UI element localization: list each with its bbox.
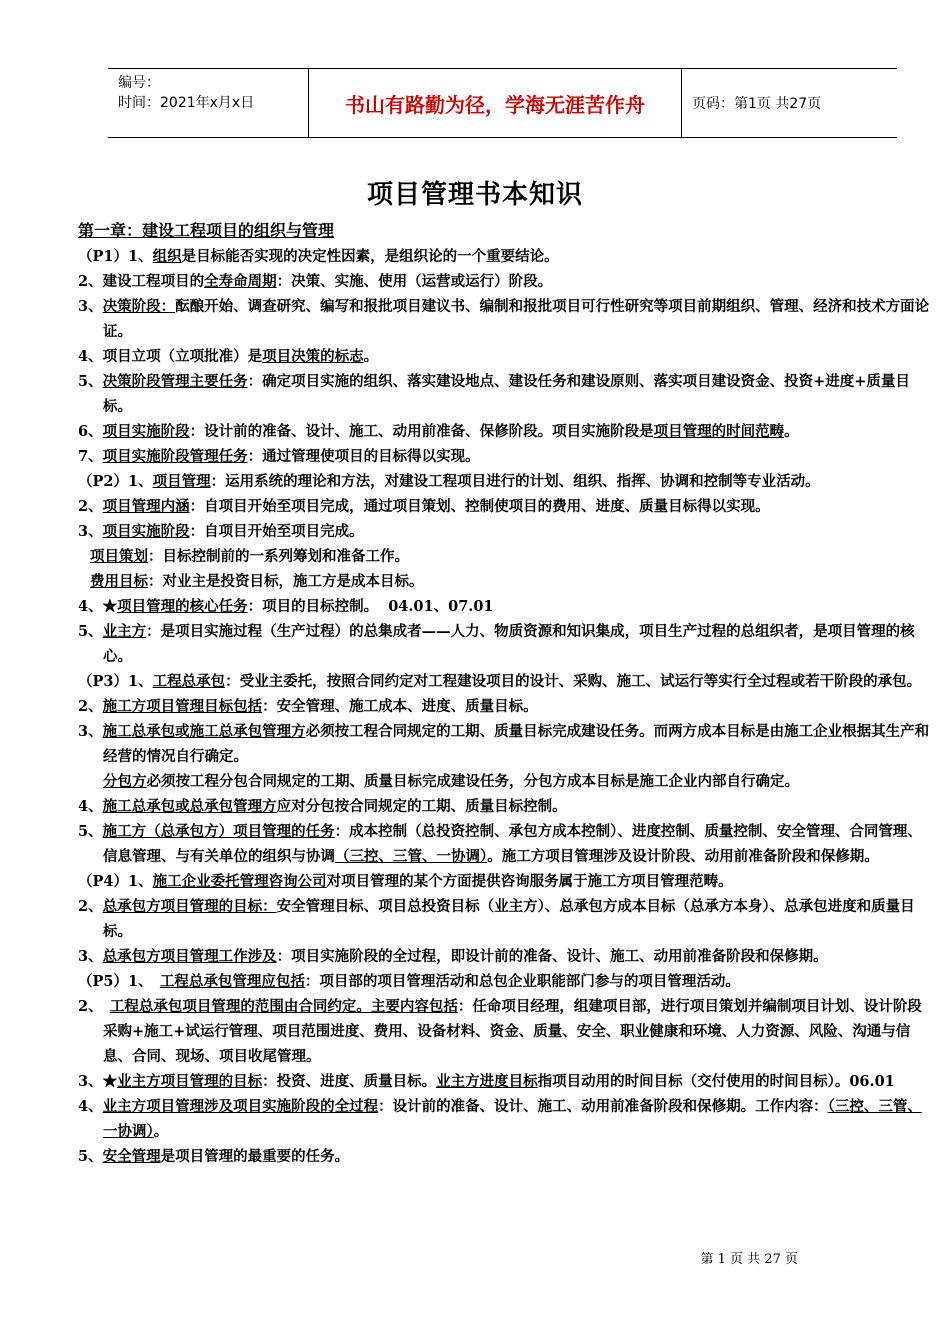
text: ：通过管理使项目的目标得以实现。 xyxy=(247,448,480,465)
text: ：受业主委托，按照合同约定对工程建设项目的设计、采购、施工、试运行等实行全过程或若干阶段的承包。 xyxy=(225,673,922,690)
exam-ref: 04.01、07.01 xyxy=(388,598,494,615)
text: ：任命项目经理，组建项目部，进行项目策划并编制项目计划、设计阶段采购+施工+试运行管理、项目范围进度、费用、设备材料、资金、质量、安全、职业健康和环境、人力资源、风险、沟通与信息、合同、现场、项目收尾管理。 xyxy=(103,998,922,1065)
term: 费用目标 xyxy=(90,573,148,590)
text: ：项目实施阶段的全过程，即设计前的准备、设计、施工、动用前准备阶段和保修期。 xyxy=(276,948,828,965)
number-label: 编号： xyxy=(118,75,160,91)
term: 项目管理的时间范畴 xyxy=(653,423,785,440)
term: 项目实施阶段管理任务 xyxy=(102,448,248,465)
term: （三控、三管、一协调） xyxy=(103,1098,922,1140)
paragraph xyxy=(78,769,930,794)
page-footer: 第 1 页 共 27 页 xyxy=(700,1252,798,1267)
term: 项目实施阶段 xyxy=(102,523,190,540)
text: ：设计前的准备、设计、施工、动用前准备、保修阶段。项目实施阶段是 xyxy=(189,423,654,440)
term: 决策阶段： xyxy=(102,298,176,315)
item-number: 2、 xyxy=(78,998,110,1015)
text: ：项目的目标控制。 xyxy=(247,598,379,615)
text: 酝酿开始、调查研究、编写和报批项目建议书、编制和报批项目可行性研究等项目前期组织、管理、经济和技术方面论证。 xyxy=(103,298,930,340)
paragraph xyxy=(78,494,930,519)
chapter-heading: 第一章：建设工程项目的组织与管理 xyxy=(78,221,335,240)
item-number: 7、 xyxy=(78,448,103,465)
text: 应对分包按合同规定的工期、质量目标控制。 xyxy=(276,798,567,815)
text: 是项目管理的最重要的任务。 xyxy=(160,1148,350,1165)
paragraph xyxy=(78,369,930,419)
term: 项目策划 xyxy=(90,548,148,565)
item-number: 3、 xyxy=(78,298,103,315)
paragraph xyxy=(78,244,930,269)
term: 项目管理的核心任务 xyxy=(117,598,248,615)
item-number: 5、 xyxy=(78,1148,103,1165)
term: 全寿命周期 xyxy=(204,273,277,290)
section-marker: （P2）1、 xyxy=(78,473,153,490)
paragraph xyxy=(78,969,930,994)
page-info: 页码：第1页 共27页 xyxy=(692,96,822,112)
section-marker: （P4）1、 xyxy=(78,873,153,890)
paragraph xyxy=(78,544,930,569)
text: 。 xyxy=(363,348,379,365)
text: ：对业主是投资目标，施工方是成本目标。 xyxy=(148,573,424,590)
paragraph xyxy=(78,869,930,894)
term: 施工方（总承包方）项目管理的任务 xyxy=(102,823,335,840)
paragraph xyxy=(78,444,930,469)
item-number: 4、 xyxy=(78,1098,103,1115)
item-number: 3、 xyxy=(78,523,103,540)
paragraph xyxy=(78,519,930,544)
term: 施工企业委托管理咨询公司 xyxy=(152,873,327,890)
term: 决策阶段管理主要任务 xyxy=(102,373,248,390)
item-number: 2、 xyxy=(78,898,103,915)
term: 分包方 xyxy=(103,773,147,790)
paragraph xyxy=(78,1069,930,1094)
paragraph xyxy=(78,269,930,294)
paragraph xyxy=(78,619,930,669)
paragraph xyxy=(78,469,930,494)
text: ：运用系统的理论和方法，对建设工程项目进行的计划、组织、指挥、协调和控制等专业活动。 xyxy=(210,473,820,490)
text: ：是项目实施过程（生产过程）的总集成者——人力、物质资源和知识集成，项目生产过程的总组织者，是项目管理的核心。 xyxy=(103,623,915,665)
text: ：自项目开始至项目完成。 xyxy=(189,523,364,540)
text: ：确定项目实施的组织、落实建设地点、建设任务和建设原则、落实项目建设资金、投资+进度+质量目标。 xyxy=(103,373,910,415)
header-table xyxy=(108,68,897,138)
term: 项目管理内涵 xyxy=(102,498,190,515)
text: ：设计前的准备、设计、施工、动用前准备阶段和保修期。工作内容： xyxy=(378,1098,828,1115)
date-label: 时间：2021年x月x日 xyxy=(118,95,255,111)
text: 4、项目立项（立项批准）是 xyxy=(78,348,263,365)
header-meta xyxy=(108,69,308,137)
text: ：安全管理、施工成本、进度、质量目标。 xyxy=(262,698,538,715)
text: 。施工方项目管理涉及设计阶段、动用前准备阶段和保修期。 xyxy=(487,848,879,865)
text: 。 xyxy=(784,423,799,440)
term: 组织 xyxy=(152,248,182,265)
term: 工程总承包项目管理的范围由合同约定。主要内容包括 xyxy=(109,998,458,1015)
paragraph xyxy=(78,419,930,444)
term: 业主方进度目标 xyxy=(436,1073,538,1090)
doc-title: 项目管理书本知识 xyxy=(366,180,583,210)
paragraph xyxy=(78,994,930,1069)
term: 工程总承包 xyxy=(152,673,226,690)
text: 2、建设工程项目的 xyxy=(78,273,205,290)
term: 安全管理 xyxy=(102,1148,161,1165)
item-number: 4、 xyxy=(78,798,103,815)
text: ：项目部的项目管理活动和总包企业职能部门参与的项目管理活动。 xyxy=(304,973,740,990)
text: 指项目动用的时间目标（交付使用的时间目标）。06.01 xyxy=(537,1073,895,1090)
paragraph xyxy=(78,669,930,694)
term: 施工方项目管理目标包括 xyxy=(102,698,263,715)
paragraph xyxy=(78,294,930,344)
term: 项目实施阶段 xyxy=(102,423,190,440)
text: 对项目管理的某个方面提供咨询服务属于施工方项目管理范畴。 xyxy=(326,873,733,890)
text: ：投资、进度、质量目标。 xyxy=(262,1073,437,1090)
item-number: 5、 xyxy=(78,823,103,840)
item-number: 3、 xyxy=(78,723,103,740)
text: 必须按工程分包合同规定的工期、质量目标完成建设任务，分包方成本目标是施工企业内部自行确定。 xyxy=(146,773,799,790)
doc-body xyxy=(78,218,930,1169)
text: ：自项目开始至项目完成，通过项目策划、控制使项目的费用、进度、质量目标得以实现。 xyxy=(189,498,770,515)
text: 。 xyxy=(153,1123,169,1140)
item-number: 3、 xyxy=(78,948,103,965)
term: 业主方项目管理的目标 xyxy=(117,1073,263,1090)
paragraph xyxy=(78,344,930,369)
term: 施工总承包或总承包管理方 xyxy=(102,798,277,815)
paragraph xyxy=(78,1144,930,1169)
term: 业主方项目管理涉及项目实施阶段的全过程 xyxy=(102,1098,379,1115)
text: 安全管理目标、项目总投资目标（业主方）、总承包方成本目标（总承方本身）、总承包进度和质量目标。 xyxy=(103,898,915,940)
term: 总承包方项目管理工作涉及 xyxy=(102,948,277,965)
item-number: 2、 xyxy=(78,498,103,515)
item-number: 4、★ xyxy=(78,598,118,615)
text: 必须按工程合同规定的工期、质量目标完成建设任务。而两方成本目标是由施工企业根据其生产和经营的情况自行确定。 xyxy=(103,723,930,765)
term: 项目决策的标志 xyxy=(262,348,364,365)
item-number: 5、 xyxy=(78,623,103,640)
text: ：决策、实施、使用（运营或运行）阶段。 xyxy=(276,273,553,290)
item-number: 5、 xyxy=(78,373,103,390)
paragraph xyxy=(78,569,930,594)
text: ：目标控制前的一系列筹划和准备工作。 xyxy=(148,548,409,565)
section-marker: （P3）1、 xyxy=(78,673,153,690)
term: 施工总承包或施工总承包管理方 xyxy=(102,723,306,740)
item-number: （P1）1、 xyxy=(78,248,153,265)
item-number: 3、★ xyxy=(78,1073,118,1090)
paragraph xyxy=(78,594,930,619)
term: 项目管理 xyxy=(152,473,211,490)
paragraph xyxy=(78,719,930,769)
term: 业主方 xyxy=(102,623,147,640)
item-number: 6、 xyxy=(78,423,103,440)
term: 工程总承包管理应包括 xyxy=(159,973,305,990)
motto: 书山有路勤为径，学海无涯苦作舟 xyxy=(308,69,682,137)
text: ：成本控制（总投资控制、承包方成本控制）、进度控制、质量控制、安全管理、合同管理、信息管理、与有关单位的组织与协调 xyxy=(103,823,922,865)
section-marker: （P5）1、 xyxy=(78,973,160,990)
paragraph xyxy=(78,944,930,969)
text: 是目标能否实现的决定性因素，是组织论的一个重要结论。 xyxy=(181,248,559,265)
paragraph xyxy=(78,1094,930,1144)
paragraph xyxy=(78,694,930,719)
term: （三控、三管、一协调） xyxy=(335,848,488,865)
term: 总承包方项目管理的目标： xyxy=(102,898,277,915)
paragraph xyxy=(78,819,930,869)
paragraph xyxy=(78,794,930,819)
item-number: 2、 xyxy=(78,698,103,715)
paragraph xyxy=(78,894,930,944)
